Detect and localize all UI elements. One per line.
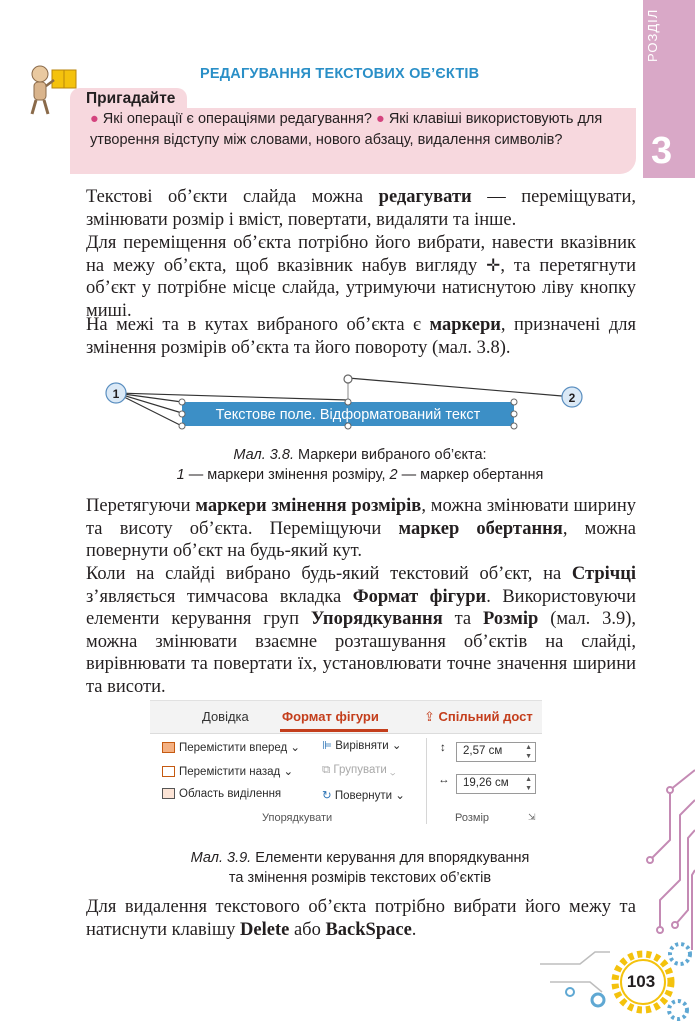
p1-text: Текстові об’єкти слайда можна <box>86 187 379 207</box>
bring-forward-button[interactable]: Перемістити вперед ⌄ <box>162 740 300 754</box>
caption-label: Мал. 3.8. <box>233 447 294 463</box>
selection-pane-label: Область виділення <box>179 788 282 800</box>
p5-bold-1: Стрічці <box>571 564 636 584</box>
rotate-label: Повернути <box>334 790 393 802</box>
p1-bold: редагувати <box>378 187 472 207</box>
width-icon: ↔ <box>438 774 450 786</box>
send-backward-button[interactable]: Перемістити назад ⌄ <box>162 764 293 778</box>
tab-help[interactable]: Довідка <box>202 709 249 724</box>
resize-handle[interactable] <box>179 411 185 417</box>
resize-handle[interactable] <box>511 399 517 405</box>
p5-text-4: та <box>442 609 484 630</box>
p5-bold-2: Формат фігури <box>352 586 487 607</box>
chapter-number: 3 <box>651 130 673 172</box>
selection-pane-button[interactable] <box>162 788 281 800</box>
ribbon-body <box>150 733 542 829</box>
paragraph-2 <box>86 232 636 322</box>
tab-shape-format[interactable]: Формат фігури <box>282 709 379 724</box>
group-label-arrange: Упорядкувати <box>262 812 333 824</box>
caption-text-2: — маркер обертання <box>397 467 544 483</box>
dialog-launcher-icon[interactable]: ⇲ <box>528 812 536 822</box>
group-label-size: Розмір <box>455 812 490 824</box>
caption-label: Мал. 3.9. <box>190 850 252 866</box>
width-input[interactable] <box>456 774 536 794</box>
spinner-arrows-icon[interactable]: ▲ ▼ <box>525 776 532 792</box>
resize-handle[interactable] <box>179 399 185 405</box>
p4-bold-1: маркери змінення розмірів <box>195 496 422 516</box>
p5-text-5: (мал. 3.9), можна змінювати взаємне розташування об’єктів на слайді, вирівнювати та повертати їх, установлювати точне значення ширини та висоти. <box>86 609 636 697</box>
active-tab-underline <box>280 729 388 732</box>
caption-num-1: 1 <box>176 467 185 483</box>
page-number: 103 <box>626 972 656 991</box>
group-icon: ⧉ <box>322 764 334 776</box>
width-value: 19,26 см <box>463 777 509 789</box>
rotation-handle[interactable] <box>344 375 352 383</box>
recall-text <box>90 109 630 151</box>
p2-text-end: , та перетягнути об’єкт у потрібне місце слайда, утримуючи натиснутою ліву кнопку миші. <box>86 255 636 321</box>
send-backward-icon <box>162 766 175 777</box>
p2-text: Для переміщення об’єкта потрібно його вибрати, навести вказівник на межу об’єкта, щоб вказівник набув вигляду <box>86 233 636 276</box>
move-cursor-icon: ✛ <box>486 255 501 276</box>
rotate-button[interactable]: ↻ Повернути ⌄ <box>322 790 405 802</box>
recall-question-1: Які операції є операціями редагування? <box>102 111 372 127</box>
chapter-word: РОЗДІЛ <box>645 8 660 62</box>
p5-bold-4: Розмір <box>483 609 539 630</box>
figure-3-8 <box>96 370 596 440</box>
height-icon: ↕ <box>440 742 446 754</box>
recall-question-2: Які клавіші використовують для утворення відступу між словами, нового абзацу, видалення символів? <box>90 111 603 148</box>
bullet-icon: ● <box>376 111 385 127</box>
ribbon-screenshot <box>150 700 542 828</box>
p3-text: На межі та в кутах вибраного об’єкта є <box>86 315 430 335</box>
textbox-text: Текстове поле. Відформатований текст <box>215 407 481 423</box>
p3-bold: маркери <box>429 315 501 335</box>
callout-1-label: 1 <box>112 387 120 401</box>
p6-bold-2: BackSpace <box>325 919 412 940</box>
selection-pane-icon <box>162 788 175 799</box>
group-label: Групувати <box>333 764 387 776</box>
bullet-icon: ● <box>90 111 99 127</box>
p3-text-end: , призначені для змінення розмірів об’єкта та його повороту (мал. 3.8). <box>86 315 636 358</box>
tab-share-label: Спільний дост <box>438 709 533 724</box>
p5-text-3: . Використовуючи елементи керування груп <box>86 586 637 630</box>
caption-line-2: та змінення розмірів текстових об’єктів <box>228 870 492 886</box>
gears-decoration-icon <box>540 930 695 1029</box>
paragraph-4 <box>86 495 636 563</box>
p6-text-end: . <box>411 919 417 940</box>
spinner-arrows-icon[interactable]: ▲ ▼ <box>525 744 532 760</box>
p6-text-mid: або <box>289 919 326 940</box>
align-button[interactable]: ⊫ Вирівняти ⌄ <box>322 740 402 752</box>
p4-text: Перетягуючи <box>86 496 196 516</box>
group-divider <box>426 738 427 824</box>
paragraph-5 <box>86 563 636 699</box>
caption-text-1: — маркери змінення розміру, <box>184 467 390 483</box>
paragraph-3 <box>86 314 636 359</box>
caption-title: Маркери вибраного об’єкта: <box>293 447 487 463</box>
send-backward-label: Перемістити назад <box>179 766 281 778</box>
p6-bold-1: Delete <box>240 919 290 940</box>
p5-bold-3: Упорядкування <box>310 609 443 630</box>
callout-2-label: 2 <box>568 391 576 405</box>
recall-label: Пригадайте <box>70 88 187 108</box>
p6-text: Для видалення текстового об’єкта потрібно вибрати його межу та натиснути клавішу <box>86 897 636 940</box>
p5-text-2: з’являється тимчасова вкладка <box>86 586 353 607</box>
figure-3-9-caption <box>80 848 640 888</box>
p1-text-end: — переміщувати, змінювати розмір і вміст, повертати, видаляти та інше. <box>86 187 636 230</box>
share-icon: ⇪ <box>424 709 439 724</box>
bring-forward-label: Перемістити вперед <box>179 742 288 754</box>
bring-forward-icon <box>162 742 175 753</box>
figure-3-8-caption <box>80 445 640 485</box>
paragraph-1 <box>86 186 636 231</box>
p5-text-1: Коли на слайді вибрано будь-який текстовий об’єкт, на <box>86 564 572 584</box>
p4-text-mid: , можна змінювати ширину та висоту об’єкта. Переміщуючи <box>86 496 636 539</box>
resize-handle[interactable] <box>511 423 517 429</box>
align-icon: ⊫ <box>322 740 336 752</box>
caption-line-1: Елементи керування для впорядкування <box>251 850 530 866</box>
caption-num-2: 2 <box>389 467 398 483</box>
resize-handle[interactable] <box>179 423 185 429</box>
align-label: Вирівняти <box>335 740 389 752</box>
resize-handle[interactable] <box>345 399 351 405</box>
p4-bold-2: маркер обертання <box>398 518 563 539</box>
height-input[interactable] <box>456 742 536 762</box>
chapter-tab <box>643 0 695 178</box>
p4-text-end: , можна повернути об’єкт на будь-який кут. <box>86 518 636 562</box>
rotate-icon: ↻ <box>322 790 335 802</box>
height-value: 2,57 см <box>463 745 503 757</box>
resize-handle[interactable] <box>345 423 351 429</box>
section-title: РЕДАГУВАННЯ ТЕКСТОВИХ ОБ’ЄКТІВ <box>200 66 480 82</box>
group-button[interactable]: ⧉ Групувати ⌄ <box>322 764 396 776</box>
resize-handle[interactable] <box>511 411 517 417</box>
tab-share[interactable] <box>424 709 533 725</box>
